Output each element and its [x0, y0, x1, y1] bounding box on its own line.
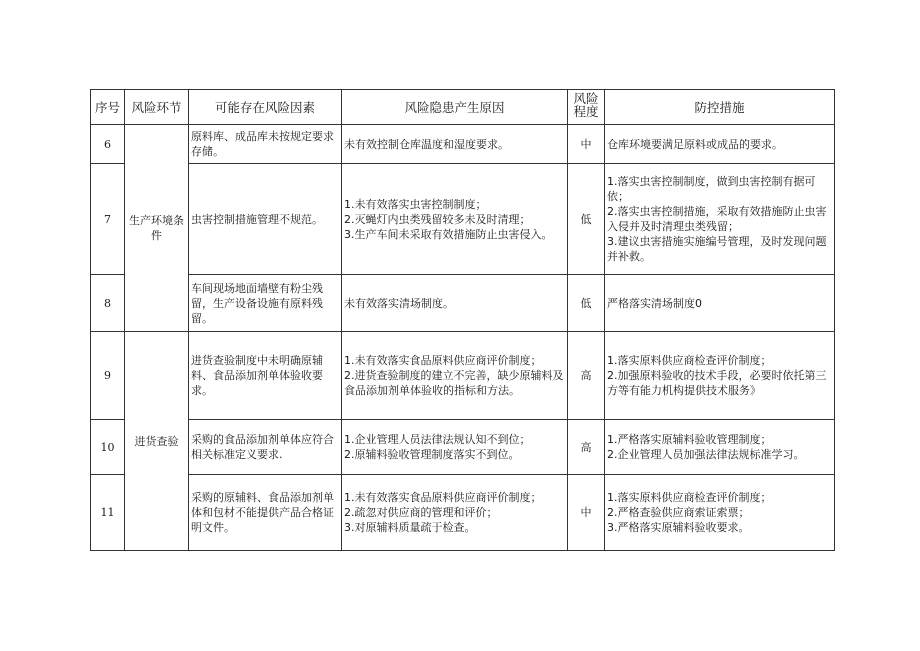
table-row: [91, 475, 835, 551]
cause-line: 2.进货查验制度的建立不完善，缺少原辅料及食品添加剂单体验收的指标和方法。: [344, 369, 564, 397]
cause-cell: [342, 332, 568, 420]
row-seq: 8: [91, 275, 125, 332]
row-seq: 10: [91, 420, 125, 475]
measure-cell: [605, 420, 835, 475]
measure-cell: [605, 332, 835, 420]
table-row: [91, 125, 835, 164]
header-factor: 可能存在风险因素: [189, 90, 342, 125]
level-cell: 高: [568, 420, 605, 475]
cause-line: 1.未有效落实食品原料供应商评价制度；: [344, 354, 542, 367]
header-stage: 风险环节: [125, 90, 189, 125]
cause-line: 3.生产车间未采取有效措施防止虫害侵入。: [344, 227, 553, 241]
measure-line: 2.严格查验供应商索证索票；: [607, 506, 750, 519]
table-row: [91, 164, 835, 275]
cause-line: 未有效落实清场制度。: [344, 296, 454, 310]
header-row: [91, 90, 835, 125]
header-measure: 防控措施: [605, 90, 835, 125]
cause-cell: [342, 164, 568, 275]
level-cell: 低: [568, 275, 605, 332]
factor-cell: 原料库、成品库未按规定要求存储。: [189, 125, 342, 164]
measure-line: 2.企业管理人员加强法律法规标准学习。: [607, 448, 805, 461]
row-seq: 7: [91, 164, 125, 275]
row-seq: 6: [91, 125, 125, 164]
measure-line: 1.严格落实原辅料验收管理制度；: [607, 433, 772, 446]
cause-line: 未有效控制仓库温度和湿度要求。: [344, 137, 509, 151]
level-cell: 中: [568, 125, 605, 164]
row-seq: 11: [91, 475, 125, 551]
cause-cell: [342, 420, 568, 475]
risk-table: [90, 89, 835, 551]
stage-cell: 进货查验: [125, 332, 189, 551]
measure-cell: [605, 125, 835, 164]
measure-line: 2.落实虫害控制措施，采取有效措施防止虫害入侵并及时清理虫类残留；: [607, 205, 827, 233]
header-cause: 风险隐患产生原因: [342, 90, 568, 125]
header-seq: 序号: [91, 90, 125, 125]
measure-cell: [605, 475, 835, 551]
cause-line: 1.企业管理人员法律法规认知不到位；: [344, 433, 531, 446]
level-cell: 高: [568, 332, 605, 420]
measure-line: 严格落实清场制度0: [607, 296, 702, 310]
row-seq: 9: [91, 332, 125, 420]
measure-line: 1.落实虫害控制制度，做到虫害控制有据可依；: [607, 175, 816, 203]
level-cell: 低: [568, 164, 605, 275]
cause-line: 3.对原辅料质量疏于检查。: [344, 521, 476, 534]
measure-line: 仓库环境要满足原料或成品的要求。: [607, 137, 783, 151]
stage-cell: 生产环境条件: [125, 125, 189, 332]
header-degree: 风险程度: [568, 90, 605, 125]
cause-line: 1.未有效落实虫害控制制度；: [344, 197, 487, 211]
measure-cell: [605, 164, 835, 275]
measure-line: 1.落实原料供应商检查评价制度；: [607, 491, 772, 504]
table-row: [91, 275, 835, 332]
cause-line: 2.疏忽对供应商的管理和评价；: [344, 506, 498, 519]
factor-cell: 采购的原辅料、食品添加剂单体和包材不能提供产品合格证明文件。: [189, 475, 342, 551]
factor-cell: 虫害控制措施管理不规范。: [189, 164, 342, 275]
measure-line: 3.严格落实原辅料验收要求。: [607, 521, 750, 534]
factor-cell: 采购的食品添加剂单体应符合相关标准定义要求.: [189, 420, 342, 475]
measure-line: 3.建议虫害措施实施编号管理，及时发现问题并补救。: [607, 235, 827, 263]
factor-cell: 车间现场地面墙壁有粉尘残留，生产设备设施有原料残留。: [189, 275, 342, 332]
measure-line: 1.落实原料供应商检查评价制度；: [607, 354, 772, 367]
table-row: [91, 332, 835, 420]
table-row: [91, 420, 835, 475]
level-cell: 中: [568, 475, 605, 551]
cause-cell: [342, 275, 568, 332]
measure-cell: [605, 275, 835, 332]
measure-line: 2.加强原料验收的技术手段，必要时依托第三方等有能力机构提供技术服务》: [607, 369, 827, 397]
cause-cell: [342, 125, 568, 164]
cause-line: 2.灭蝇灯内虫类残留较多未及时清理；: [344, 212, 531, 226]
cause-cell: [342, 475, 568, 551]
cause-line: 2.原辅料验收管理制度落实不到位。: [344, 448, 520, 461]
factor-cell: 进货查验制度中未明确原辅料、食品添加剂单体验收要求。: [189, 332, 342, 420]
cause-line: 1.未有效落实食品原料供应商评价制度；: [344, 491, 542, 504]
